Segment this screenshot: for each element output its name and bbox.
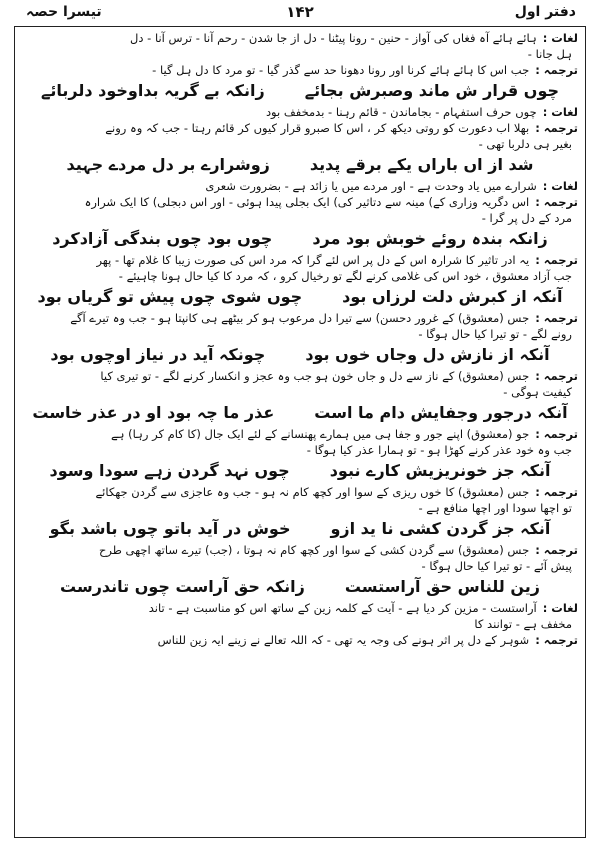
line-text: جس (معشوق) کا خوں ریزی کے سوا اور کچھ کام نہ ہو - جب وہ عاجزی سے گردن جھکائے (95, 485, 530, 499)
text-line (22, 484, 578, 500)
text-line (22, 194, 578, 210)
page-body (22, 30, 578, 834)
text-line (22, 326, 578, 342)
line-text: جس (معشوق) کے غرور دحسن) سے تیرا دل مرعوب ہو کر بیٹھے ہی کانپتا ہو - جب وہ تیرے آگے (70, 311, 530, 325)
verse-hemistich-first: چوں قرار ش ماند وصبرش بجائے (304, 81, 560, 100)
text-line (22, 616, 578, 632)
verse-hemistich-second: خوش در آید باتو چوں باشد بگو (49, 519, 291, 538)
verse-hemistich-first: زین للناس حق آراستست (344, 577, 540, 596)
line-text: بغیر ہی دلربا تھی - (478, 137, 572, 151)
verse-hemistich-second: چوں بود چوں بندگی آزادکرد (52, 229, 273, 248)
text-line (22, 368, 578, 384)
text-line (22, 120, 578, 136)
verse-couplet (22, 284, 578, 310)
text-line (22, 542, 578, 558)
volume-title: دفتر اول (514, 4, 576, 20)
line-text: ہل جانا - (527, 47, 572, 61)
line-text: جب آزاد معشوق ، خود اس کی غلامی کرنے لگے تو رخیال کرو ، کہ مرد کا کیا حال ہونا چاہیئے - (118, 269, 572, 283)
text-line (22, 632, 578, 648)
line-label: ترجمہ : (535, 253, 578, 267)
line-label: ترجمہ : (535, 369, 578, 383)
text-line (22, 384, 578, 400)
verse-couplet (22, 516, 578, 542)
verse-couplet (22, 152, 578, 178)
text-line (22, 252, 578, 268)
text-line (22, 178, 578, 194)
page-number: ۱۴۲ (286, 3, 314, 21)
line-text: آراستست - مزین کر دیا ہے - آیت کے کلمہ زین کے ساتھ اس کو مناسبت ہے - تاند (148, 601, 537, 615)
verse-hemistich-second: عذر ما چہ بود او در عذر خاست (32, 403, 275, 422)
verse-hemistich-second: چوں شوی چوں پیش تو گریاں بود (37, 287, 303, 306)
verse-couplet (22, 78, 578, 104)
text-line (22, 600, 578, 616)
verse-hemistich-first: آنکہ درجور وجفایش دام ما است (314, 403, 568, 422)
verse-hemistich-first: آنکہ از نازش دل وجاں خوں بود (305, 345, 550, 364)
verse-hemistich-second: زانکہ بے گریہ بداوخود دلربائے (40, 81, 265, 100)
text-line (22, 62, 578, 78)
line-text: مخفف ہے - توانند کا (474, 617, 572, 631)
verse-couplet (22, 458, 578, 484)
line-text: تو اچھا سودا اور اچھا منافع ہے - (418, 501, 572, 515)
verse-hemistich-first: شد از اں باراں یکے برقے پدید (309, 155, 534, 174)
text-line (22, 426, 578, 442)
text-line (22, 558, 578, 574)
line-label: ترجمہ : (535, 311, 578, 325)
line-text: مرد کے دل پر گرا - (481, 211, 572, 225)
line-text: شرارے میں یاد وحدت ہے - اور مردے میں یا زائد ہے - بضرورت شعری (205, 179, 537, 193)
line-label: ترجمہ : (535, 485, 578, 499)
text-line (22, 210, 578, 226)
line-text: جو (معشوق) اپنے جور و جفا ہی میں ہمارے پھنسانے کے لئے ایک جال (کا کام کر رہا) ہے (111, 427, 530, 441)
text-line (22, 500, 578, 516)
line-label: لغات : (542, 601, 578, 615)
line-text: جس (معشوق) سے گردن کشی کے سوا اور کچھ کام نہ ہوتا ، (جب) تیرے ساتھ اچھی طرح (98, 543, 530, 557)
line-label: ترجمہ : (535, 121, 578, 135)
verse-couplet (22, 342, 578, 368)
verse-hemistich-second: زانکہ حق آراست چوں تاندرست (60, 577, 305, 596)
line-label: ترجمہ : (535, 63, 578, 77)
line-label: لغات : (542, 31, 578, 45)
line-text: جب اس کا ہائے ہائے کرنا اور رونا دھونا حد سے گذر گیا - تو مرد کا دل ہل گیا - (152, 63, 530, 77)
verse-hemistich-second: چوں نہد گردن زہے سودا وسود (49, 461, 290, 480)
verse-hemistich-first: آنکہ جز گردن کشی نا ید ازو (330, 519, 551, 538)
line-text: پیش آئے - تو تیرا کیا حال ہوگا - (421, 559, 572, 573)
verse-couplet (22, 574, 578, 600)
line-text: رونے لگے - تو تیرا کیا حال ہوگا - (418, 327, 572, 341)
verse-couplet (22, 226, 578, 252)
part-title: تیسرا حصہ (26, 4, 102, 20)
text-line (22, 310, 578, 326)
verse-hemistich-second: زوشرارے بر دل مردے جہید (66, 155, 270, 174)
line-label: ترجمہ : (535, 427, 578, 441)
line-label: ترجمہ : (535, 633, 578, 647)
line-label: ترجمہ : (535, 543, 578, 557)
line-text: ہائے ہائے آہ فغاں کی آواز - حنین - رونا پیٹنا - دل از جا شدن - رحم آنا - ترس آنا - دل (130, 31, 537, 45)
text-line (22, 136, 578, 152)
verse-couplet (22, 400, 578, 426)
line-text: اس دگریہ وزاری کے) مینہ سے دتاثیر کی) ایک بجلی پیدا ہوئی - اور اس دبجلی) کا ایک شرارہ (84, 195, 530, 209)
verse-hemistich-first: آنکہ از کبرش دلت لرزاں بود (342, 287, 563, 306)
line-label: ترجمہ : (535, 195, 578, 209)
line-text: کیفیت ہوگی - (503, 385, 572, 399)
text-line (22, 268, 578, 284)
line-text: بھلا اب دعورت کو روتی دیکھ کر ، اس کا صبرو قرار کیوں کر قائم رہتا - جب کہ وہ رونے (105, 121, 530, 135)
line-label: لغات : (542, 179, 578, 193)
verse-hemistich-second: چونکہ آید در نیاز اوچوں بود (50, 345, 266, 364)
text-line (22, 46, 578, 62)
line-text: جس (معشوق) کے ناز سے دل و جاں خون ہو جب وہ عجز و انکسار کرنے لگے - تو تیری کیا (100, 369, 530, 383)
verse-hemistich-first: زانکہ بندہ روئے خوبش بود مرد (312, 229, 548, 248)
text-line (22, 442, 578, 458)
text-line (22, 30, 578, 46)
verse-hemistich-first: آنکہ جز خونریزیش کارے نبود (329, 461, 551, 480)
line-text: چوں حرف استفہام - بجاماندن - قائم رہنا - بدمخفف بود (265, 105, 537, 119)
line-text: یہ ادر تاثیر کا شرارہ اس کے دل پر اس لئے گرا کہ مرد اس کی صورت زیبا کا غلام تھا - پھر (96, 253, 530, 267)
text-line (22, 104, 578, 120)
line-text: جب وہ خود عذر کرنے کھڑا ہو - تو ہمارا عذر کیا ہوگا - (306, 443, 572, 457)
line-label: لغات : (542, 105, 578, 119)
line-text: شوہر کے دل پر اثر ہونے کی وجہ یہ تھی - کہ اللہ تعالے نے زینے ایہ زین للناس (157, 633, 530, 647)
page-header (14, 0, 586, 26)
